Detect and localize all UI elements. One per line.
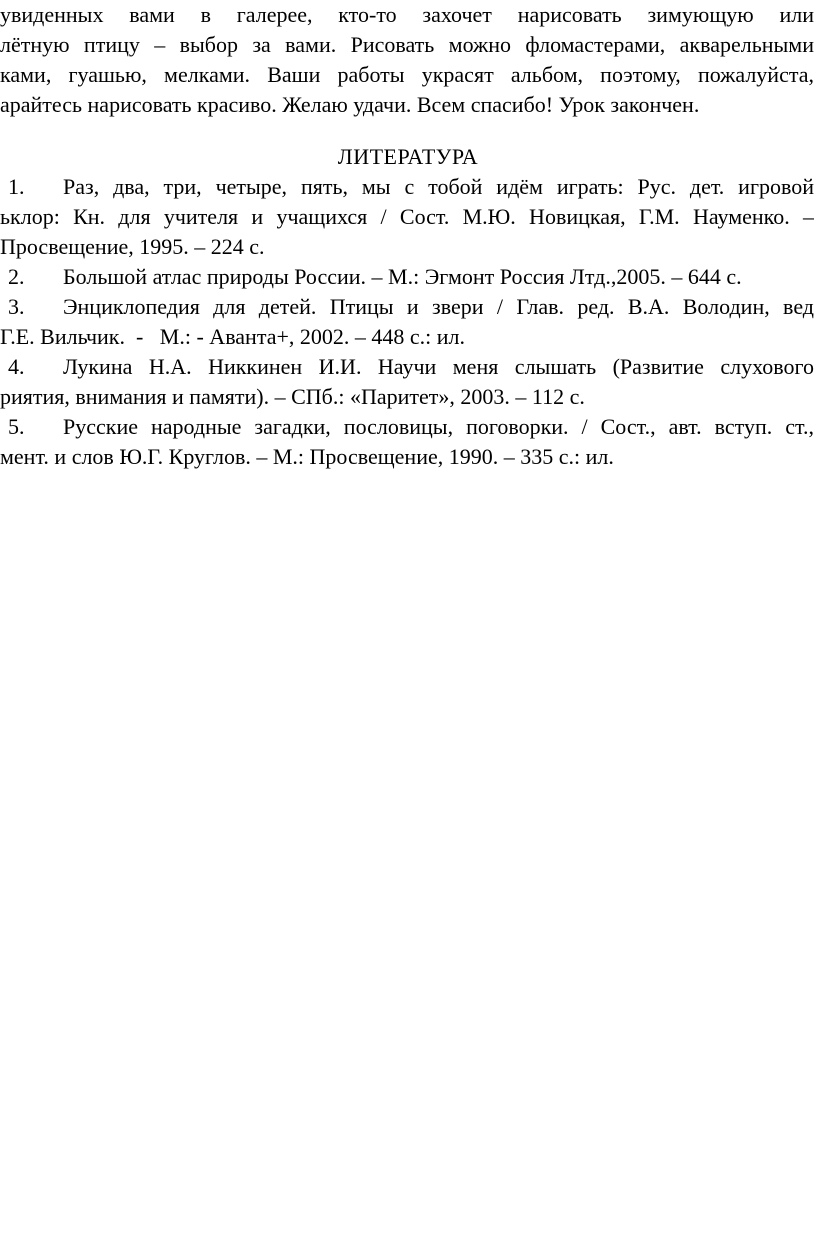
ref-1-line-3: Просвещение, 1995. – 224 с. [0,234,265,259]
ref-2-line-1: Большой атлас природы России. – М.: Эгмонт Россия Лтд.,2005. – 644 с. [63,264,742,289]
ref-5-line-2: мент. и слов Ю.Г. Круглов. – М.: Просвещение, 1990. – 335 с.: ил. [0,444,614,469]
ref-3-number: 3. [8,294,25,319]
ref-5-number: 5. [8,414,25,439]
ref-1-line-2: ьклор: Кн. для учителя и учащихся / Сост. М.Ю. Новицкая, Г.М. Науменко. – [0,204,814,229]
ref-5-line-1: Русские народные загадки, пословицы, поговорки. / Сост., авт. вступ. ст., [63,414,814,439]
ref-2-number: 2. [8,264,25,289]
ref-4-line-2: риятия, внимания и памяти). – СПб.: «Паритет», 2003. – 112 с. [0,384,585,409]
ref-1-line-1: Раз, два, три, четыре, пять, мы с тобой идём играть: Рус. дет. игровой [63,174,814,199]
ref-3-line-2: Г.Е. Вильчик. - М.: - Аванта+, 2002. – 448 с.: ил. [0,324,466,349]
ref-3-line-1: Энциклопедия для детей. Птицы и звери / Глав. ред. В.А. Володин, вед [63,294,814,319]
intro-line-3: ками, гуашью, мелками. Ваши работы украсят альбом, поэтому, пожалуйста, [0,62,814,87]
intro-line-4: арайтесь нарисовать красиво. Желаю удачи. Всем спасибо! Урок закончен. [0,92,700,117]
ref-4-number: 4. [8,354,25,379]
ref-1-number: 1. [8,174,25,199]
literature-heading: ЛИТЕРАТУРА [337,144,479,169]
intro-line-1: увиденных вами в галерее, кто-то захочет нарисовать зимующую или [0,2,814,27]
intro-line-2: лётную птицу – выбор за вами. Рисовать можно фломастерами, акварельными [0,32,814,57]
ref-4-line-1: Лукина Н.А. Никкинен И.И. Научи меня слышать (Развитие слухового [63,354,814,379]
